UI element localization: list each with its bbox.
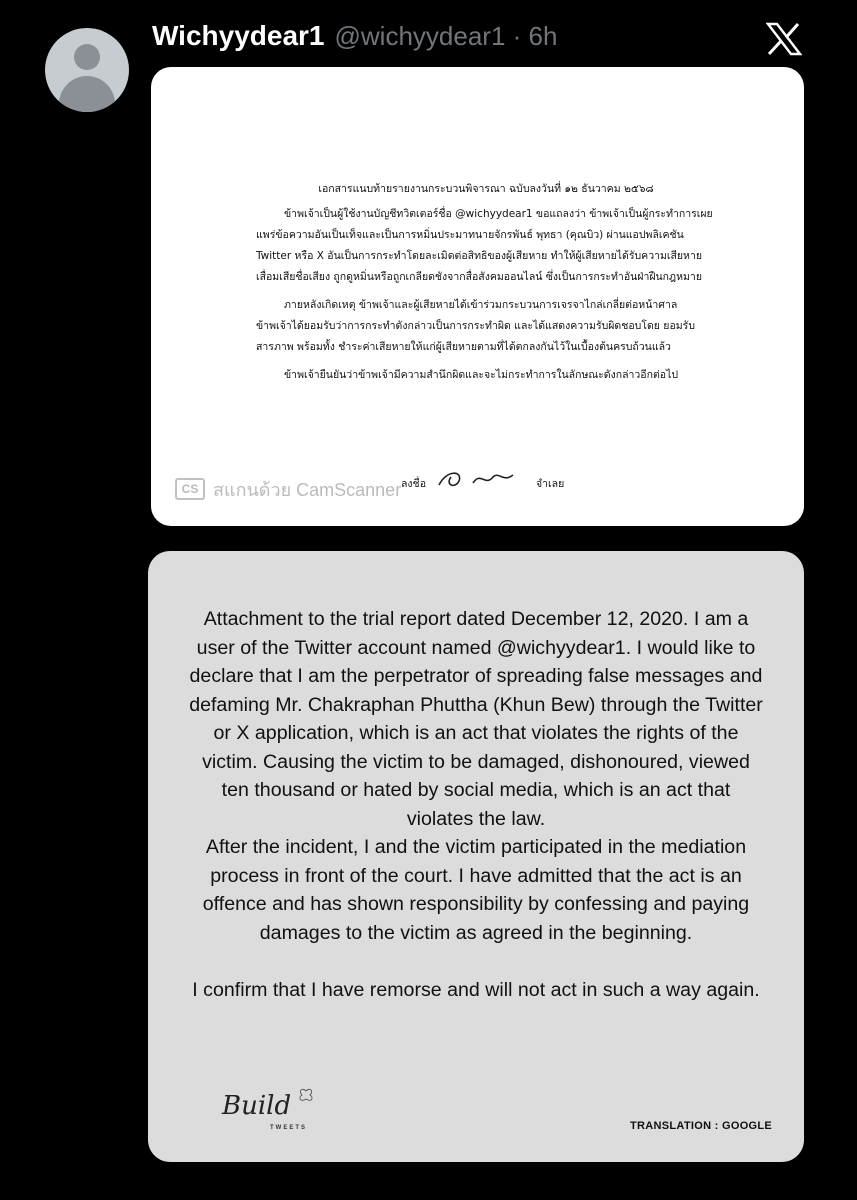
butterfly-icon (298, 1087, 314, 1105)
defendant-label: จำเลย (536, 478, 565, 490)
translation-credit: TRANSLATION : GOOGLE (630, 1120, 773, 1132)
scanned-document-image[interactable] (151, 67, 804, 526)
document-paragraph: ภายหลังเกิดเหตุ ข้าพเจ้าและผู้เสียหายได้เข้าร่วมกระบวนการเจรจาไกล่เกลี่ยต่อหน้าศาล ข้าพเจ้าได้ยอมรับว่าการกระทำดังกล่าวเป็นการกระทำผิด และได้แสดงความรับผิดชอบโดย ยอมรับสารภาพ พร้อมทั้ง ชำระค่าเสียหายให้แก่ผู้เสียหายตามที่ได้ตกลงกันไว้ในเบื้องต้นครบถ้วนแล้ว (256, 299, 695, 353)
signature-mark (433, 463, 523, 493)
logo-subword: TWEETS (270, 1125, 307, 1131)
translation-paragraph: Attachment to the trial report dated December 12, 2020. I am a user of the Twitter account named @wichyydear1. I would like to declare that I am the perpetrator of spreading false messages and defaming Mr. Chakraphan Phuttha (Khun Bew) through the Twitter or X application, which is an act that violates the rights of the victim. Causing the victim to be damaged, dishonoured, viewed ten thousand or hated by social media, which is an act that violates the law. (189, 608, 763, 830)
tweet-header (152, 20, 557, 56)
camscanner-logo-icon: CS (175, 478, 205, 500)
document-title: เอกสารแนบท้ายรายงานกระบวนพิจารณา ฉบับลงวันที่ ๑๒ ธันวาคม ๒๕๖๘ (318, 183, 654, 195)
avatar-head-shape (74, 44, 100, 70)
build-tweets-logo (206, 1087, 316, 1147)
camscanner-text: สแกนด้วย CamScanner (213, 479, 402, 500)
translation-image[interactable] (148, 551, 804, 1162)
camscanner-watermark (175, 478, 401, 500)
translation-paragraph: I confirm that I have remorse and will not act in such a way again. (192, 978, 760, 1001)
document-paragraph: ข้าพเจ้ายืนยันว่าข้าพเจ้ามีความสำนึกผิดและจะไม่กระทำการในลักษณะดังกล่าวอีกต่อไป (284, 369, 679, 381)
document-body (256, 179, 716, 393)
display-name[interactable]: Wichyydear1 (152, 20, 325, 51)
signature-row (381, 469, 781, 493)
x-logo-icon[interactable] (766, 22, 802, 56)
document-paragraph: ข้าพเจ้าเป็นผู้ใช้งานบัญชีทวิตเตอร์ชื่อ @wichyydear1 ขอแถลงว่า ข้าพเจ้าเป็นผู้กระทำการเผยแพร่ข้อความอันเป็นเท็จและเป็นการหมิ่นประมาทนายจักรพันธ์ พุทธา (คุณบิว) ผ่านแอปพลิเคชัน Twitter หรือ X อันเป็นการกระทำโดยละเมิดต่อสิทธิของผู้เสียหาย ทำให้ผู้เสียหายได้รับความเสียหาย เสื่อมเสียชื่อเสียง ถูกดูหมิ่นหรือถูกเกลียดชังจากสื่อสังคมออนไลน์ ซึ่งเป็นการกระทำอันฝ่าฝืนกฎหมาย (256, 208, 713, 283)
handle-and-time[interactable]: @wichyydear1 · 6h (334, 21, 558, 51)
sign-label: ลงชื่อ (401, 478, 426, 490)
translation-paragraph: After the incident, I and the victim participated in the mediation process in front of the court. I have admitted that the act is an offence and has shown responsibility by confessing and paying damages to the victim as agreed in the beginning. (202, 836, 750, 944)
avatar-body-shape (59, 76, 115, 112)
translation-body (188, 605, 764, 1004)
logo-word: Build (222, 1091, 292, 1121)
default-avatar-icon[interactable] (45, 28, 129, 112)
